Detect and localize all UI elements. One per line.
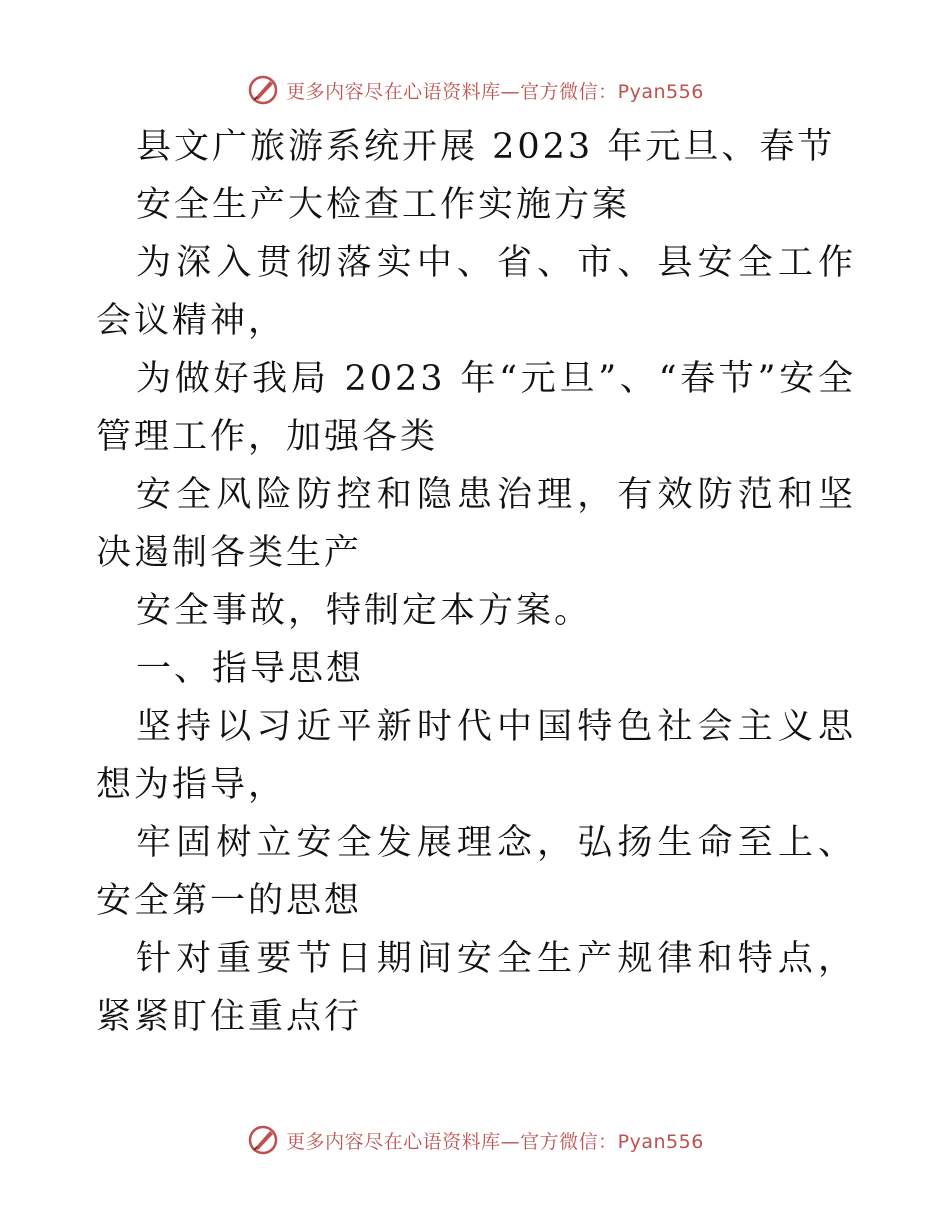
body-paragraph: 安全风险防控和隐患治理，有效防范和坚决遏制各类生产 <box>96 475 856 573</box>
body-paragraph: 针对重要节日期间安全生产规律和特点，紧紧盯住重点行 <box>96 939 856 1037</box>
header-watermark <box>0 70 950 110</box>
body-paragraph: 为做好我局 2023 年“元旦”、“春节”安全管理工作，加强各类 <box>96 359 856 457</box>
document-body <box>96 118 856 1046</box>
footer-watermark <box>0 1120 950 1160</box>
quill-pen-logo-icon <box>246 73 280 107</box>
body-paragraph: 牢固树立安全发展理念，弘扬生命至上、安全第一的思想 <box>96 823 856 921</box>
body-paragraph: 坚持以习近平新时代中国特色社会主义思想为指导， <box>96 707 856 805</box>
watermark-text: 更多内容尽在心语资料库—官方微信：Pyan556 <box>286 1130 704 1153</box>
body-paragraph: 为深入贯彻落实中、省、市、县安全工作会议精神， <box>96 243 856 341</box>
section-heading: 一、指导思想 <box>136 649 365 689</box>
watermark-text: 更多内容尽在心语资料库—官方微信：Pyan556 <box>286 80 704 103</box>
document-title-line-2: 安全生产大检查工作实施方案 <box>136 185 631 225</box>
body-paragraph: 安全事故，特制定本方案。 <box>136 591 593 631</box>
quill-pen-logo-icon <box>246 1123 280 1157</box>
document-title-line-1: 县文广旅游系统开展 2023 年元旦、春节 <box>136 127 836 167</box>
